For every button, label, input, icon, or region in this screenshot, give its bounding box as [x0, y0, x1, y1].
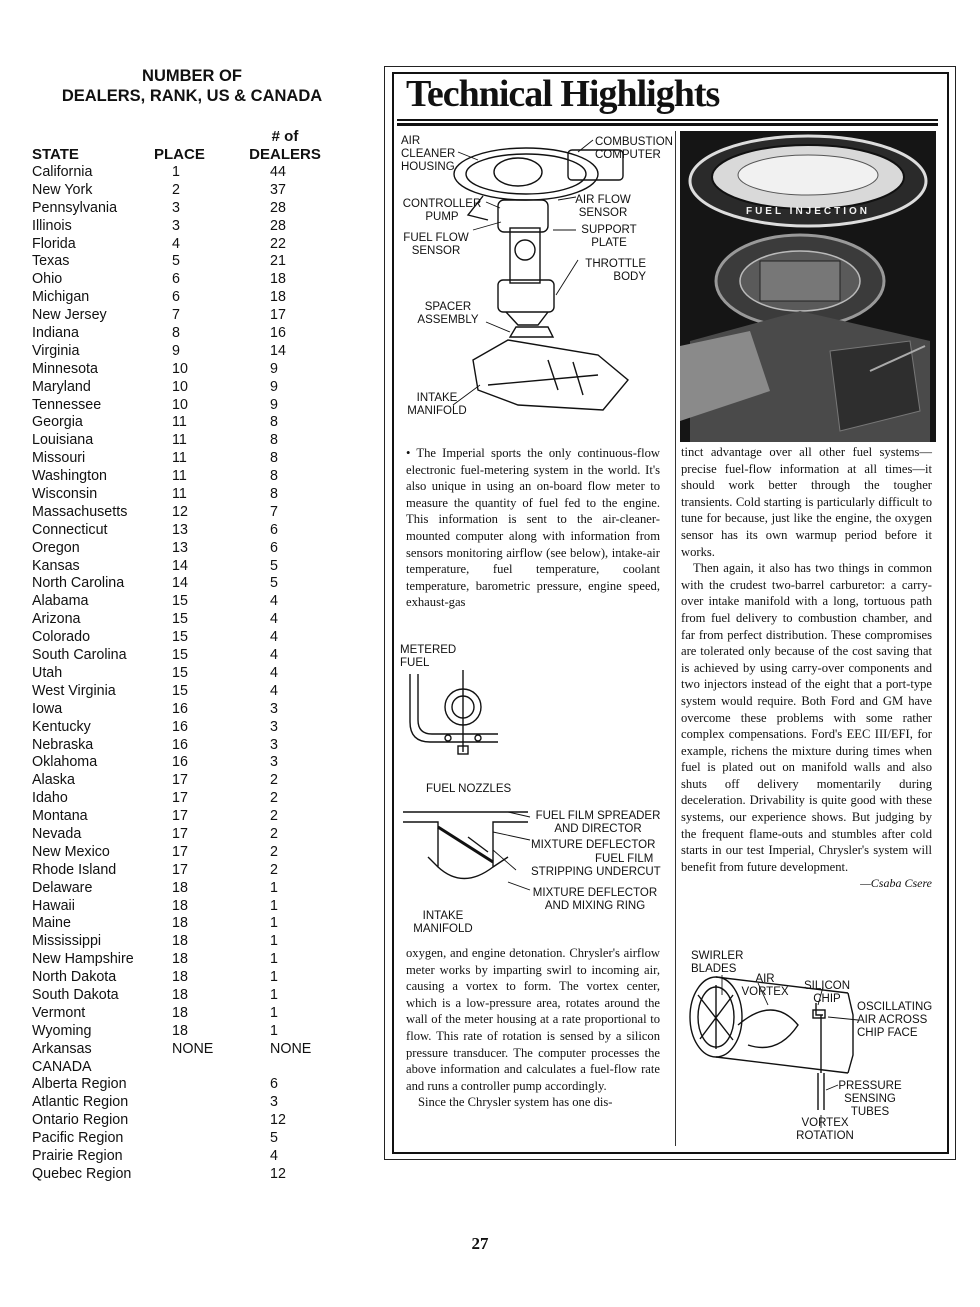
dealers-cell: 1 [270, 897, 278, 914]
article-column2-text [681, 444, 932, 892]
dealer-table-body [32, 164, 352, 1184]
table-row [32, 1059, 352, 1077]
state-cell: Vermont [32, 1004, 86, 1021]
table-row [32, 1094, 352, 1112]
table-row [32, 361, 352, 379]
mixture-deflector-label: MIXTURE DEFLECTOR [531, 839, 656, 851]
dealers-cell: 6 [270, 539, 278, 556]
dealers-cell: 1 [270, 969, 278, 986]
state-cell: West Virginia [32, 682, 116, 699]
column1-paragraph-airflow: oxygen, and engine detonation. Chrysler's airflow meter works by imparting swirl to incoming air, causing a vortex to form. The vortex center, which is a low-pressure area, rotates around the wall of the meter housing at a rate proportional to flow. This rate of rotation is sensed by a silicon pressure transducer. The computer processes the above information and calculates a fuel-flow rate and runs a controller pump accordingly. [406, 946, 660, 1093]
dealers-cell: 2 [270, 861, 278, 878]
article-column1-text: • The Imperial sports the only continuous-flow electronic fuel-metering system in the world. It's also unique in using an on-board flow meter to measure the quantity of fuel fed to the engine. This information is sent to the air-cleaner-mounted computer along with information from sensors monitoring airflow (see below), intake-air temperature, fuel temperature, coolant temperature, barometric pressure, engine speed, exhaust-gas [406, 446, 660, 610]
place-cell: 6 [172, 271, 180, 288]
table-row [32, 629, 352, 647]
dealers-cell: 4 [270, 611, 278, 628]
table-row [32, 397, 352, 415]
state-cell: Montana [32, 808, 88, 825]
state-cell: Alaska [32, 772, 75, 789]
table-row [32, 575, 352, 593]
table-row [32, 504, 352, 522]
place-cell: 11 [172, 414, 187, 431]
place-cell: 13 [172, 521, 188, 538]
place-cell: 17 [172, 808, 188, 825]
place-cell: 3 [172, 217, 180, 234]
place-cell: 17 [172, 861, 188, 878]
state-cell: North Carolina [32, 575, 125, 592]
dealers-cell: 2 [270, 808, 278, 825]
state-cell: Minnesota [32, 360, 98, 377]
table-row [32, 647, 352, 665]
table-row [32, 1166, 352, 1184]
table-row [32, 540, 352, 558]
dealers-cell: 37 [270, 181, 286, 198]
dealers-cell: 4 [270, 629, 278, 646]
state-cell: Missouri [32, 450, 86, 467]
table-row [32, 414, 352, 432]
stripping-undercut-label: STRIPPING UNDERCUT [531, 866, 661, 878]
dealers-cell: 12 [270, 1165, 286, 1182]
place-cell: 2 [172, 181, 180, 198]
table-row [32, 343, 352, 361]
state-cell: Georgia [32, 414, 83, 431]
state-cell: Ohio [32, 271, 63, 288]
state-cell: Oregon [32, 539, 80, 556]
dealers-cell: 9 [270, 396, 278, 413]
place-cell: 5 [172, 253, 180, 270]
pressure-tubes-label: PRESSURE SENSING TUBES [838, 1080, 902, 1118]
table-row [32, 987, 352, 1005]
dealers-cell: 2 [270, 843, 278, 860]
dealers-cell: 22 [270, 235, 286, 252]
table-row [32, 253, 352, 271]
state-cell: Connecticut [32, 521, 108, 538]
table-row [32, 1023, 352, 1041]
page-number: 27 [471, 1234, 489, 1253]
table-row [32, 236, 352, 254]
dealers-cell: 18 [270, 289, 286, 306]
dealers-cell: 2 [270, 790, 278, 807]
dealers-cell: 44 [270, 164, 286, 180]
table-row [32, 951, 352, 969]
dealers-cell: 2 [270, 772, 278, 789]
state-cell: Pacific Region [32, 1130, 124, 1147]
state-cell: Delaware [32, 879, 93, 896]
place-cell: 13 [172, 539, 188, 556]
column2-paragraph-1: tinct advantage over all other fuel systems—precise fuel-flow information at all times—it should work better through the tougher transients. Cold starting is particularly difficult to tune for because, just like the engine, the oxygen sensor has its own warmup period before it works. [681, 445, 932, 559]
dealers-cell: 4 [270, 664, 278, 681]
dealers-cell: 1 [270, 915, 278, 932]
table-row [32, 182, 352, 200]
column2-paragraph-2: Then again, it also has two things in common with the crudest two-barrel carburetor: a carry-over intake manifold with a long, tortuous path from fuel delivery to combustion chamber, and far from perfect distribution. These compromises are tolerated only because of the cost saving that is achieved by using carry-over components and two injectors instead of the eight that a port-type system would require. Both Ford and GM have overcome these problems with some rather complex compensations. Ford's EEC III/EFI, for example, richens the mixture during times when fuel is plated out on manifold walls and also shuts off delivery momentarily during deceleration. Drivability is quite good with these systems, our experience shows. But judging by the frequent flame-outs and stumbles after cold starts in our test Imperial, Chrysler's system will benefit from future development. [681, 561, 932, 874]
state-cell: Louisiana [32, 432, 94, 449]
air-vortex-label: AIR VORTEX [741, 973, 789, 998]
dealers-cell: 17 [270, 307, 286, 324]
place-cell: 11 [172, 468, 187, 485]
table-row [32, 271, 352, 289]
support-plate-label: SUPPORT PLATE [581, 224, 637, 249]
state-cell: Nevada [32, 825, 82, 842]
place-cell: 11 [172, 450, 187, 467]
state-cell: Ontario Region [32, 1112, 129, 1129]
dealers-cell: 3 [270, 736, 278, 753]
place-cell: 18 [172, 1004, 188, 1021]
place-cell: 12 [172, 503, 188, 520]
dealers-cell: 5 [270, 575, 278, 592]
dealers-cell: 8 [270, 450, 278, 467]
state-cell: Nebraska [32, 736, 94, 753]
fuel-flow-sensor-label: FUEL FLOW SENSOR [403, 232, 469, 257]
title-rule-thick [397, 123, 938, 126]
place-cell: 17 [172, 790, 188, 807]
state-cell: CANADA [32, 1058, 92, 1075]
table-row [32, 450, 352, 468]
place-cell: 15 [172, 611, 188, 628]
table-row [32, 754, 352, 772]
place-cell: 14 [172, 575, 188, 592]
state-cell: Michigan [32, 289, 90, 306]
dealers-cell: 5 [270, 1130, 278, 1147]
table-row [32, 701, 352, 719]
oscillating-air-label: OSCILLATING AIR ACROSS CHIP FACE [857, 1001, 933, 1039]
photo-lettering: FUEL INJECTION [745, 206, 871, 217]
table-row [32, 862, 352, 880]
mixture-deflector-ring-label: MIXTURE DEFLECTOR AND MIXING RING [532, 887, 658, 912]
state-cell: Washington [32, 468, 107, 485]
place-cell: 15 [172, 647, 188, 664]
state-cell: New Jersey [32, 307, 107, 324]
state-cell: South Dakota [32, 986, 119, 1003]
state-cell: Tennessee [32, 396, 102, 413]
state-cell: Mississippi [32, 933, 102, 950]
dealers-column-header: # of DEALERS [249, 128, 321, 163]
table-row [32, 307, 352, 325]
table-row [32, 1148, 352, 1166]
dealers-cell: 18 [270, 271, 286, 288]
state-cell: Wisconsin [32, 486, 98, 503]
air-flow-sensor-label: AIR FLOW SENSOR [575, 194, 631, 219]
dealers-cell: 1 [270, 986, 278, 1003]
state-cell: Oklahoma [32, 754, 98, 771]
dealers-cell: 3 [270, 700, 278, 717]
dealers-cell: 8 [270, 468, 278, 485]
metered-fuel-label: METERED FUEL [400, 644, 457, 669]
dealers-cell: 16 [270, 325, 286, 342]
state-cell: Maryland [32, 378, 91, 395]
article-title: Technical Highlights [406, 73, 720, 115]
table-row [32, 826, 352, 844]
table-row [32, 325, 352, 343]
dealers-cell: 2 [270, 825, 278, 842]
place-cell: 18 [172, 1022, 188, 1039]
table-row [32, 969, 352, 987]
state-cell: New Hampshire [32, 951, 134, 968]
table-row [32, 558, 352, 576]
state-cell: Kentucky [32, 718, 91, 735]
table-row [32, 611, 352, 629]
table-row [32, 218, 352, 236]
place-cell: 16 [172, 754, 188, 771]
place-cell: 14 [172, 557, 188, 574]
place-cell: 16 [172, 700, 188, 717]
state-cell: Hawaii [32, 897, 75, 914]
dealers-cell: 1 [270, 1022, 278, 1039]
throttle-body-label: THROTTLE BODY [585, 258, 646, 283]
state-cell: New York [32, 181, 93, 198]
table-row [32, 683, 352, 701]
state-cell: Texas [32, 253, 70, 270]
dealers-cell: 6 [270, 1076, 278, 1093]
table-row [32, 468, 352, 486]
table-row [32, 915, 352, 933]
dealers-cell: 9 [270, 378, 278, 395]
table-row [32, 790, 352, 808]
table-row [32, 200, 352, 218]
state-cell: Idaho [32, 790, 68, 807]
state-cell: Arkansas [32, 1040, 92, 1057]
table-row [32, 1076, 352, 1094]
state-cell: Massachusetts [32, 503, 128, 520]
place-cell: 15 [172, 629, 188, 646]
dealers-cell: NONE [270, 1040, 312, 1057]
engine-photo [680, 131, 936, 442]
place-cell: 6 [172, 289, 180, 306]
table-row [32, 719, 352, 737]
place-cell: 18 [172, 897, 188, 914]
dealers-cell: 8 [270, 414, 278, 431]
dealers-cell: 4 [270, 593, 278, 610]
place-cell: 10 [172, 378, 188, 395]
dealers-cell: 9 [270, 360, 278, 377]
combustion-computer-label: COMBUSTION COMPUTER [595, 136, 673, 161]
place-cell: 7 [172, 307, 180, 324]
table-row [32, 665, 352, 683]
table-row [32, 898, 352, 916]
place-cell: 17 [172, 772, 188, 789]
article-column1-text-continued [406, 945, 660, 1111]
byline: —Csaba Csere [860, 876, 932, 891]
state-cell: Wyoming [32, 1022, 92, 1039]
dealers-cell: 3 [270, 1094, 278, 1111]
state-cell: Colorado [32, 629, 91, 646]
place-cell: 16 [172, 718, 188, 735]
dealers-cell: 14 [270, 342, 286, 359]
dealers-cell: 12 [270, 1112, 286, 1129]
dealers-cell: 28 [270, 217, 286, 234]
dealers-cell: 8 [270, 432, 278, 449]
dealers-cell: 3 [270, 754, 278, 771]
table-row [32, 1005, 352, 1023]
title-rule [397, 119, 938, 121]
table-row [32, 164, 352, 182]
place-cell: 18 [172, 986, 188, 1003]
place-cell: 4 [172, 235, 180, 252]
dealers-cell: 5 [270, 557, 278, 574]
intake-manifold-label: INTAKE MANIFOLD [407, 392, 467, 417]
dealers-cell: 8 [270, 486, 278, 503]
table-row [32, 933, 352, 951]
dealers-cell: 4 [270, 647, 278, 664]
state-cell: Arizona [32, 611, 81, 628]
controller-pump-label: CONTROLLER PUMP [402, 198, 482, 223]
fuel-nozzles-label: FUEL NOZZLES [426, 783, 512, 795]
dealers-cell: 6 [270, 521, 278, 538]
dealers-cell: 28 [270, 199, 286, 216]
place-cell: 10 [172, 396, 188, 413]
spacer-assembly-label: SPACER ASSEMBLY [417, 301, 479, 326]
table-row [32, 486, 352, 504]
dealers-cell: 3 [270, 718, 278, 735]
place-cell: 15 [172, 593, 188, 610]
table-row [32, 772, 352, 790]
air-cleaner-housing-label: AIR CLEANER HOUSING [401, 135, 456, 173]
swirler-blades-label: SWIRLER BLADES [691, 950, 744, 975]
state-cell: New Mexico [32, 843, 110, 860]
place-cell: 10 [172, 360, 188, 377]
place-cell: 18 [172, 969, 188, 986]
state-cell: Iowa [32, 700, 63, 717]
table-row [32, 844, 352, 862]
dealers-cell: 21 [270, 253, 286, 270]
table-row [32, 432, 352, 450]
dealers-cell: 7 [270, 503, 278, 520]
intake-manifold-label-2: INTAKE MANIFOLD [413, 910, 473, 935]
place-cell: 17 [172, 825, 188, 842]
dealers-cell: 1 [270, 1004, 278, 1021]
place-column-header: PLACE [154, 146, 205, 163]
table-row [32, 737, 352, 755]
place-cell: 18 [172, 879, 188, 896]
place-cell: 18 [172, 951, 188, 968]
state-cell: Alabama [32, 593, 89, 610]
state-cell: Illinois [32, 217, 72, 234]
state-cell: Utah [32, 664, 63, 681]
state-cell: Atlantic Region [32, 1094, 129, 1111]
table-row [32, 1041, 352, 1059]
dealers-cell: 4 [270, 1147, 278, 1164]
place-cell: 15 [172, 664, 188, 681]
place-cell: 18 [172, 915, 188, 932]
state-cell: South Carolina [32, 647, 127, 664]
table-row [32, 289, 352, 307]
table-row [32, 379, 352, 397]
state-cell: California [32, 164, 93, 180]
state-cell: Prairie Region [32, 1147, 123, 1164]
dealer-table-title: NUMBER OF DEALERS, RANK, US & CANADA [61, 67, 323, 105]
place-cell: 8 [172, 325, 180, 342]
state-cell: North Dakota [32, 969, 117, 986]
dealers-cell: 1 [270, 933, 278, 950]
fuel-film-label: FUEL FILM [595, 853, 654, 865]
table-row [32, 522, 352, 540]
column1-paragraph-final: Since the Chrysler system has one dis- [418, 1095, 613, 1110]
place-cell: 15 [172, 682, 188, 699]
state-cell: Maine [32, 915, 71, 932]
place-cell: 16 [172, 736, 188, 753]
silicon-chip-label: SILICON CHIP [803, 980, 850, 1005]
state-cell: Kansas [32, 557, 80, 574]
place-cell: 17 [172, 843, 188, 860]
state-column-header: STATE [32, 146, 79, 163]
fuel-film-spreader-label: FUEL FILM SPREADER AND DIRECTOR [535, 810, 661, 835]
state-cell: Florida [32, 235, 76, 252]
state-cell: Alberta Region [32, 1076, 127, 1093]
table-row [32, 880, 352, 898]
state-cell: Indiana [32, 325, 79, 342]
state-cell: Pennsylvania [32, 199, 118, 216]
dealers-cell: 1 [270, 951, 278, 968]
state-cell: Rhode Island [32, 861, 117, 878]
table-row [32, 1130, 352, 1148]
column-divider [675, 131, 676, 1146]
dealers-cell: 1 [270, 879, 278, 896]
state-cell: Quebec Region [32, 1165, 132, 1182]
place-cell: 18 [172, 933, 188, 950]
state-cell: Virginia [32, 342, 80, 359]
vortex-rotation-label: VORTEX ROTATION [796, 1117, 854, 1142]
place-cell: 11 [172, 486, 187, 503]
table-row [32, 1112, 352, 1130]
place-cell: NONE [172, 1040, 214, 1057]
place-cell: 9 [172, 342, 180, 359]
dealers-cell: 4 [270, 682, 278, 699]
place-cell: 1 [172, 164, 180, 180]
place-cell: 3 [172, 199, 180, 216]
table-row [32, 593, 352, 611]
place-cell: 11 [172, 432, 187, 449]
table-row [32, 808, 352, 826]
